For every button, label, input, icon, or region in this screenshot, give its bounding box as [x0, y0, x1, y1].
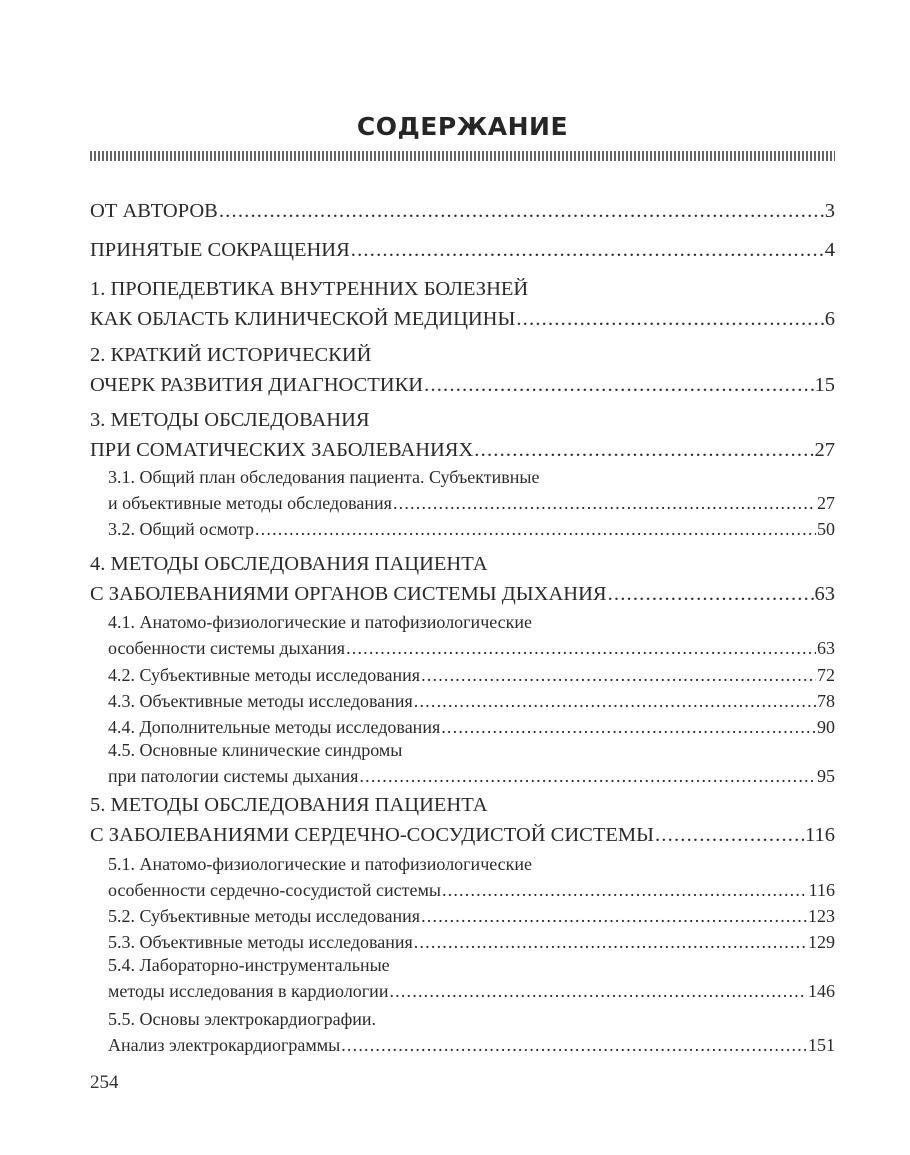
- toc-entry-line: [90, 370, 835, 400]
- toc-entry-line: [108, 877, 835, 903]
- toc-page-number: 78: [817, 691, 835, 711]
- dot-leader: [359, 763, 816, 789]
- toc-entry-section[interactable]: [90, 1006, 835, 1058]
- toc-page: [90, 0, 835, 1155]
- dot-leader: [474, 435, 813, 465]
- toc-entry-line: [108, 903, 835, 929]
- toc-entry-section[interactable]: [90, 662, 835, 688]
- toc-page-number: 15: [814, 374, 835, 396]
- page-title: СОДЕРЖАНИЕ: [356, 112, 569, 141]
- title-rule-divider: [90, 151, 835, 161]
- toc-entry-title: 1. ПРОПЕДЕВТИКА ВНУТРЕННИХ БОЛЕЗНЕЙ: [90, 278, 529, 300]
- toc-entry-title: 3. МЕТОДЫ ОБСЛЕДОВАНИЯ: [90, 409, 370, 431]
- dot-leader: [346, 635, 816, 661]
- toc-entry-title: 4.4. Дополнительные методы исследования: [108, 717, 441, 737]
- dot-leader: [442, 877, 808, 903]
- dot-leader: [421, 662, 816, 688]
- dot-leader: [414, 688, 816, 714]
- toc-entry-line: [108, 1032, 835, 1058]
- toc-page-number: 63: [817, 638, 835, 658]
- toc-page-number: 95: [817, 766, 835, 786]
- toc-entry-chapter[interactable]: [90, 196, 835, 226]
- toc-entry-section[interactable]: [90, 737, 835, 789]
- dot-leader: [341, 1032, 807, 1058]
- dot-leader: [351, 235, 824, 265]
- toc-entry-line: [90, 304, 835, 334]
- toc-entry-title: ОТ АВТОРОВ: [90, 200, 218, 222]
- toc-entry-title: 3.2. Общий осмотр: [108, 519, 254, 539]
- toc-entry-title: ПРИ СОМАТИЧЕСКИХ ЗАБОЛЕВАНИЯХ: [90, 439, 474, 461]
- toc-entry-section[interactable]: [90, 464, 835, 516]
- toc-entry-chapter[interactable]: [90, 405, 835, 465]
- toc-entry-line: [108, 851, 835, 877]
- toc-entry-title: 3.1. Общий план обследования пациента. Субъективные: [108, 467, 540, 487]
- toc-page-number: 72: [817, 665, 835, 685]
- toc-page-number: 4: [824, 239, 835, 261]
- dot-leader: [219, 196, 824, 226]
- toc-entry-title: 4.2. Субъективные методы исследования: [108, 665, 421, 685]
- toc-entry-section[interactable]: [90, 952, 835, 1004]
- toc-entry-title: особенности системы дыхания: [108, 638, 346, 658]
- toc-page-number: 123: [808, 906, 835, 926]
- toc-page-number: 146: [808, 981, 835, 1001]
- toc-entry-section[interactable]: [90, 903, 835, 929]
- toc-entry-line: [90, 435, 835, 465]
- dot-leader: [389, 978, 807, 1004]
- toc-entry-title: КАК ОБЛАСТЬ КЛИНИЧЕСКОЙ МЕДИЦИНЫ: [90, 308, 516, 330]
- toc-page-number: 116: [808, 880, 835, 900]
- toc-page-number: 3: [824, 200, 835, 222]
- toc-entry-chapter[interactable]: [90, 274, 835, 334]
- toc-entry-title: 5. МЕТОДЫ ОБСЛЕДОВАНИЯ ПАЦИЕНТА: [90, 794, 488, 816]
- toc-entry-line: [90, 820, 835, 850]
- toc-entry-title: ОЧЕРК РАЗВИТИЯ ДИАГНОСТИКИ: [90, 374, 424, 396]
- toc-page-number: 129: [808, 932, 835, 952]
- toc-entry-line: [90, 549, 835, 579]
- toc-entry-title: методы исследования в кардиологии: [108, 981, 389, 1001]
- toc-entry-line: [108, 662, 835, 688]
- toc-entry-chapter[interactable]: [90, 549, 835, 609]
- toc-page-number: 27: [814, 439, 835, 461]
- toc-page-number: 90: [817, 717, 835, 737]
- dot-leader: [255, 516, 816, 542]
- toc-entry-title: 5.2. Субъективные методы исследования: [108, 906, 421, 926]
- toc-entry-title: Анализ электрокардиограммы: [108, 1035, 341, 1055]
- toc-entry-chapter[interactable]: [90, 235, 835, 265]
- toc-page-number: 27: [817, 493, 835, 513]
- toc-entry-section[interactable]: [90, 851, 835, 903]
- toc-entry-line: [90, 790, 835, 820]
- toc-entry-title: 2. КРАТКИЙ ИСТОРИЧЕСКИЙ: [90, 344, 372, 366]
- toc-entry-title: ПРИНЯТЫЕ СОКРАЩЕНИЯ: [90, 239, 350, 261]
- toc-page-number: 50: [817, 519, 835, 539]
- toc-entry-line: [108, 688, 835, 714]
- toc-entry-line: [90, 340, 835, 370]
- toc-entry-section[interactable]: [90, 688, 835, 714]
- toc-page-number: 116: [805, 824, 835, 846]
- toc-entry-line: [108, 1006, 835, 1032]
- toc-entry-line: [108, 952, 835, 978]
- toc-entry-section[interactable]: [90, 609, 835, 661]
- toc-entry-chapter[interactable]: [90, 790, 835, 850]
- toc-entry-line: [90, 274, 835, 304]
- toc-entry-title: 4.3. Объективные методы исследования: [108, 691, 413, 711]
- toc-entry-title: 4.5. Основные клинические синдромы: [108, 740, 403, 760]
- toc-entry-title: С ЗАБОЛЕВАНИЯМИ ОРГАНОВ СИСТЕМЫ ДЫХАНИЯ: [90, 583, 607, 605]
- toc-entry-title: 5.5. Основы электрокардиографии.: [108, 1009, 376, 1029]
- toc-page-number: 63: [814, 583, 835, 605]
- toc-entry-line: [108, 516, 835, 542]
- toc-entry-line: [90, 579, 835, 609]
- toc-entry-line: [108, 609, 835, 635]
- toc-entry-line: [108, 490, 835, 516]
- dot-leader: [516, 304, 823, 334]
- toc-entry-line: [90, 196, 835, 226]
- dot-leader: [393, 490, 816, 516]
- toc-entry-title: особенности сердечно-сосудистой системы: [108, 880, 441, 900]
- toc-entry-title: и объективные методы обследования: [108, 493, 392, 513]
- toc-entry-title: 4.1. Анатомо-физиологические и патофизиологические: [108, 612, 533, 632]
- toc-entry-section[interactable]: [90, 516, 835, 542]
- page-number: 254: [90, 1072, 119, 1093]
- dot-leader: [424, 370, 813, 400]
- toc-entry-line: [108, 978, 835, 1004]
- toc-entry-title: при патологии системы дыхания: [108, 766, 359, 786]
- dot-leader: [608, 579, 814, 609]
- toc-entry-line: [90, 405, 835, 435]
- toc-page-number: 6: [824, 308, 835, 330]
- toc-entry-line: [108, 635, 835, 661]
- toc-entry-chapter[interactable]: [90, 340, 835, 400]
- toc-entry-line: [108, 763, 835, 789]
- toc-page-number: 151: [808, 1035, 835, 1055]
- toc-entry-title: 5.4. Лабораторно-инструментальные: [108, 955, 390, 975]
- dot-leader: [421, 903, 807, 929]
- toc-entry-line: [108, 737, 835, 763]
- toc-entry-title: 5.1. Анатомо-физиологические и патофизиологические: [108, 854, 533, 874]
- toc-entry-line: [90, 235, 835, 265]
- toc-entry-title: 4. МЕТОДЫ ОБСЛЕДОВАНИЯ ПАЦИЕНТА: [90, 553, 488, 575]
- toc-entry-line: [108, 464, 835, 490]
- dot-leader: [655, 820, 804, 850]
- toc-entry-title: 5.3. Объективные методы исследования: [108, 932, 413, 952]
- toc-entry-title: С ЗАБОЛЕВАНИЯМИ СЕРДЕЧНО-СОСУДИСТОЙ СИСТЕМЫ: [90, 824, 654, 846]
